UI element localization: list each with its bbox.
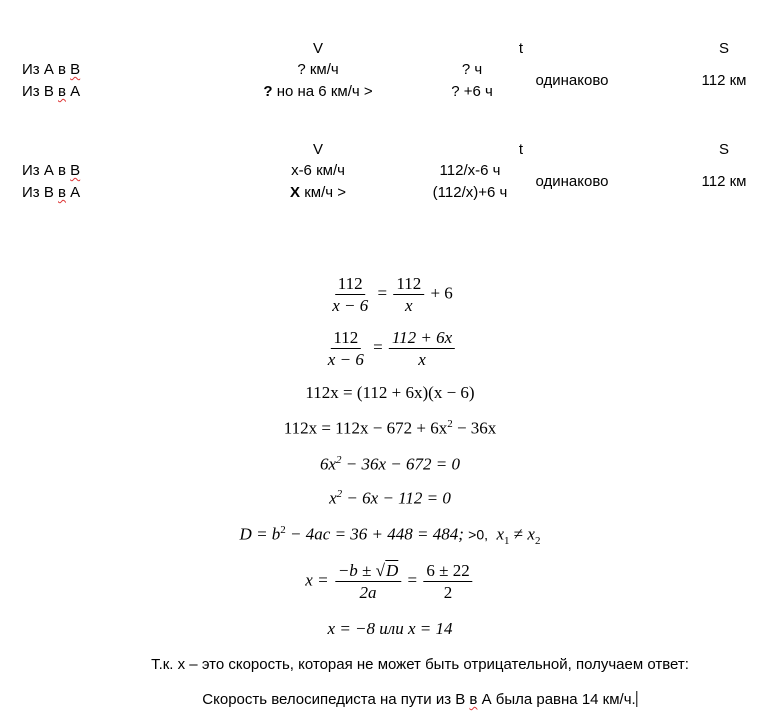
time-b-to-a: ? +6 ч [451, 83, 493, 100]
route-a-to-b: Из А в В [22, 61, 81, 78]
header-v: V [312, 141, 324, 158]
time-a-to-b: ? ч [461, 61, 483, 78]
time-same: одинаково [535, 72, 609, 89]
time-same: одинаково [535, 173, 609, 190]
equation-discriminant: $D = b^2 - 4ac = 36 + 448 = 484$; >0, $x_1 \ne x_2$ [239, 524, 541, 548]
equation-4: $112x = 112x - 672 + 6x^2 - 36x$ [283, 418, 497, 438]
route-a-to-b: Из А в В [22, 162, 81, 179]
distance: 112 км [701, 173, 747, 190]
speed-a-to-b: ? км/ч [297, 61, 339, 78]
equation-6: $x^2 - 6x - 112 = 0$ [329, 488, 451, 508]
answer-text: Скорость велосипедиста на пути из В в А была равна 14 км/ч. [202, 691, 636, 708]
header-v: V [312, 40, 324, 57]
speed-b-to-a: ? но на 6 км/ч > [263, 83, 373, 100]
distance: 112 км [701, 72, 747, 89]
equation-3: 112x = (112 + 6x)(x − 6) [305, 383, 475, 402]
header-t: t [518, 40, 524, 57]
route-b-to-a: Из В в А [22, 83, 81, 100]
time-a-to-b: 112/x-6 ч [439, 162, 501, 179]
header-s: S [718, 141, 730, 158]
time-b-to-a: (112/x)+6 ч [432, 184, 508, 201]
route-b-to-a: Из В в А [22, 184, 81, 201]
text-cursor [637, 691, 638, 707]
equation-1: $\frac{112}{x - 6}$ = $\frac{112}{x}$ + 6 [332, 274, 453, 315]
equation-roots: x = −8 или x = 14 [327, 619, 453, 638]
header-s: S [718, 40, 730, 57]
equation-2: $\frac{112}{x - 6}$ = $\frac{112 + 6x}{x}$ [323, 327, 457, 370]
speed-b-to-a: X км/ч > [290, 184, 346, 201]
speed-a-to-b: x-6 км/ч [291, 162, 345, 179]
conclusion-text: Т.к. x – это скорость, которая не может быть отрицательной, получаем ответ: [151, 656, 689, 673]
equation-5: $6x^2 - 36x - 672 = 0$ [319, 454, 461, 474]
header-t: t [518, 141, 524, 158]
equation-roots-formula: x = $\frac{-b \pm √D}{2a}$ = $\frac{6 \pm 22}{2}$ [305, 560, 474, 603]
